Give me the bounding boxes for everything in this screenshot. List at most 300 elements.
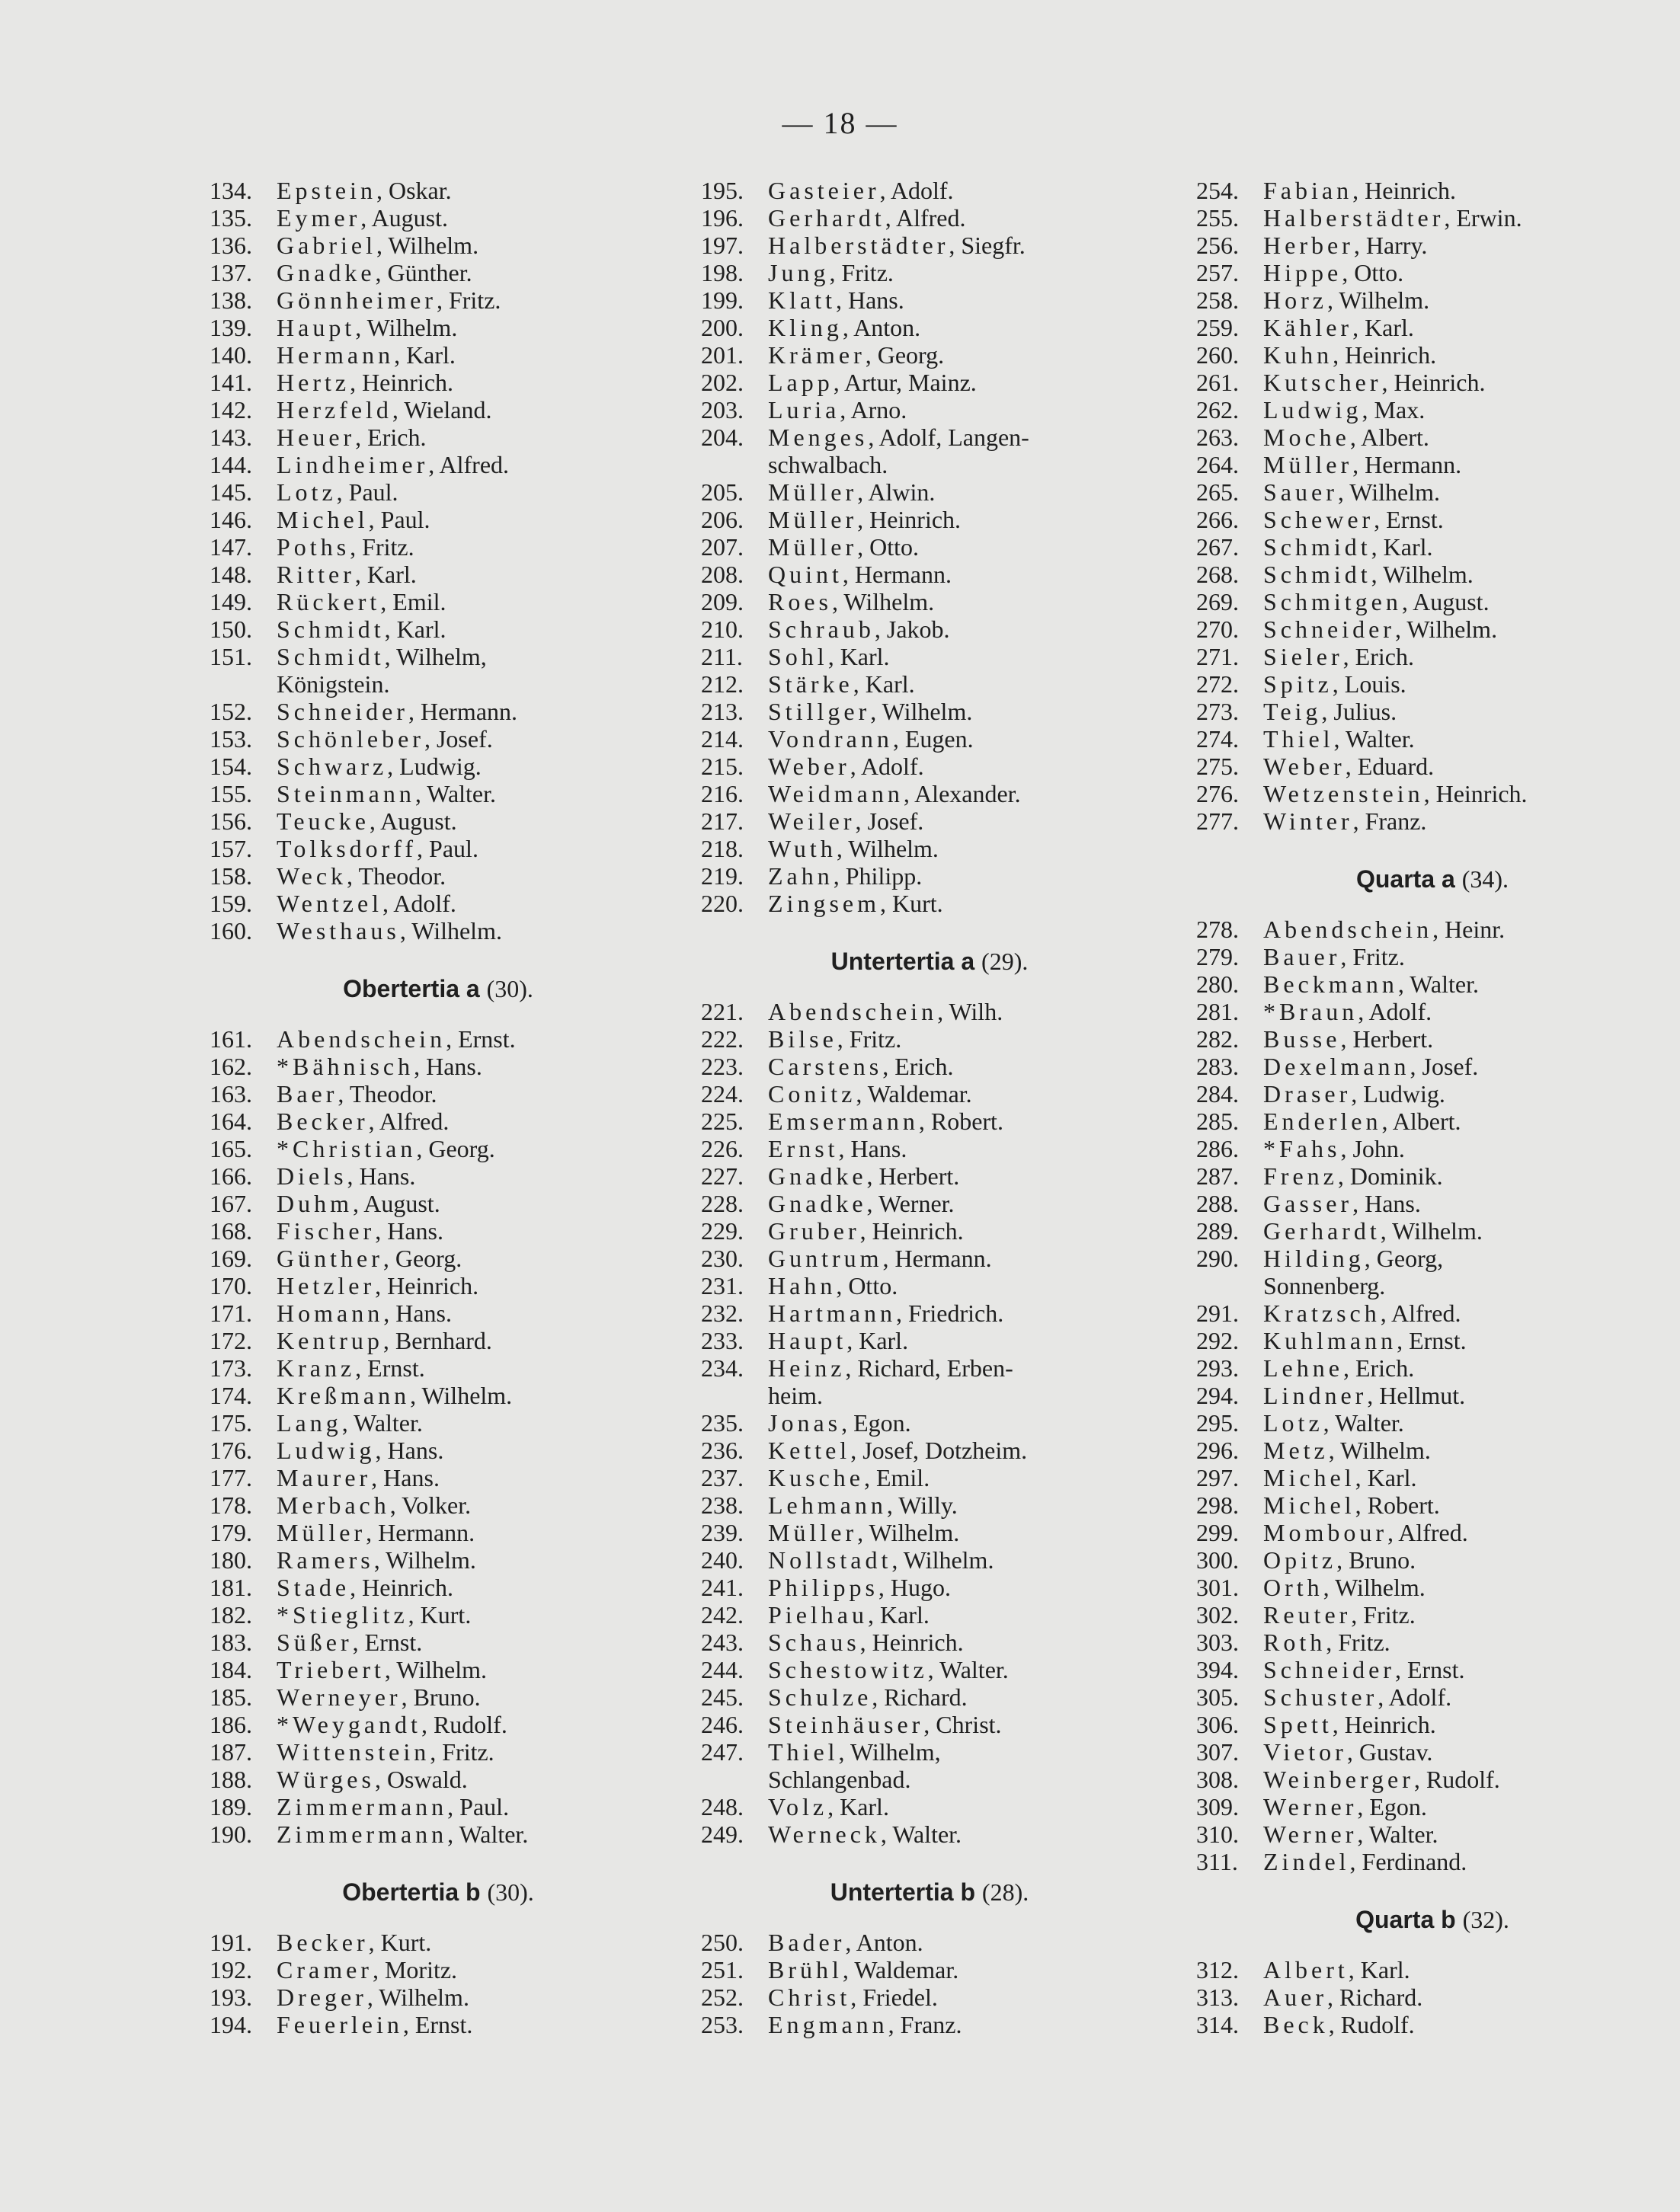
entry-surname: Frenz (1263, 1162, 1338, 1190)
student-entry (1196, 1382, 1669, 1409)
student-entry (1196, 1711, 1669, 1738)
entry-surname: Thiel (1263, 725, 1334, 753)
entry-name (277, 204, 667, 232)
entry-name (277, 1080, 667, 1108)
entry-number: 195. (701, 177, 744, 204)
entry-number: 269. (1196, 588, 1239, 615)
entry-number: 240. (701, 1546, 744, 1574)
student-entry (1196, 998, 1669, 1025)
entry-number: 141. (210, 369, 252, 396)
entry-surname: Mombour (1263, 1519, 1387, 1546)
class-heading-title: Obertertia b (342, 1878, 481, 1906)
entry-given-name: , Georg, (1364, 1245, 1444, 1272)
entry-given-name: , Alexander. (903, 780, 1021, 807)
entry-given-name: , Karl. (853, 670, 915, 698)
entry-surname: *Braun (1263, 998, 1358, 1025)
entry-name (768, 369, 1158, 396)
entry-surname: Schneider (1263, 1656, 1395, 1683)
entry-given-name: , Karl. (1352, 314, 1414, 341)
entry-name (768, 506, 1158, 533)
entry-number: 290. (1196, 1245, 1239, 1272)
student-entry (210, 1793, 667, 1820)
entry-given-name: , Wilhelm. (1337, 478, 1440, 506)
entry-number: 187. (210, 1738, 252, 1766)
entry-surname: Luria (768, 396, 840, 424)
entry-surname: Schmidt (1263, 561, 1371, 588)
entry-name (277, 506, 667, 533)
entry-name (1263, 970, 1669, 998)
entry-number: 189. (210, 1793, 252, 1820)
entry-name (768, 1491, 1158, 1519)
entry-given-name: , Eduard. (1345, 753, 1435, 780)
entry-name (1263, 1766, 1669, 1793)
entry-surname: Spett (1263, 1711, 1333, 1738)
entry-number: 245. (701, 1683, 744, 1711)
entry-number: 212. (701, 670, 744, 698)
entry-given-name: , Erich. (1342, 643, 1414, 670)
entry-surname: Werneyer (277, 1683, 402, 1711)
student-entry (210, 506, 667, 533)
entry-surname: Feuerlein (277, 2011, 403, 2038)
entry-given-name: , Heinrich. (1332, 1711, 1436, 1738)
entry-name (277, 369, 667, 396)
entry-given-name: , August. (369, 807, 457, 835)
student-entry (701, 780, 1158, 807)
entry-name (277, 1629, 667, 1656)
entry-name (768, 1820, 1158, 1848)
student-entry (1196, 1793, 1669, 1820)
student-entry (210, 1491, 667, 1519)
student-entry (210, 1080, 667, 1108)
entry-given-name: , Siegfr. (949, 232, 1026, 259)
entry-given-name: , Hans. (835, 286, 904, 314)
entry-name (1263, 1793, 1669, 1820)
entry-given-name: , Hermann. (842, 561, 952, 588)
class-heading-title: Untertertia a (830, 948, 975, 975)
student-entry (701, 1656, 1158, 1683)
entry-number: 166. (210, 1162, 252, 1190)
student-entry (701, 1162, 1158, 1190)
entry-number: 305. (1196, 1683, 1239, 1711)
entry-surname: Ludwig (1263, 396, 1362, 424)
entry-number: 183. (210, 1629, 252, 1656)
entry-name (277, 1382, 667, 1409)
entry-given-name: , Anton. (842, 314, 921, 341)
entry-name (1263, 1245, 1669, 1272)
entry-surname: Merbach (277, 1491, 390, 1519)
entry-name (1263, 1299, 1669, 1327)
entry-name (768, 1437, 1158, 1464)
entry-surname: Hetzler (277, 1272, 376, 1299)
entry-name (1263, 1409, 1669, 1437)
entry-number: 274. (1196, 725, 1239, 753)
entry-name (277, 451, 667, 478)
entry-number: 180. (210, 1546, 252, 1574)
entry-name (277, 1956, 667, 1983)
entry-surname: Lindner (1263, 1382, 1368, 1409)
entry-number: 197. (701, 232, 744, 259)
entry-name (768, 1053, 1158, 1080)
student-entry (210, 478, 667, 506)
entry-name (277, 286, 667, 314)
entry-given-name: , Hermann. (408, 698, 518, 725)
entry-number: 311. (1196, 1848, 1238, 1875)
entry-number: 268. (1196, 561, 1239, 588)
entry-number: 237. (701, 1464, 744, 1491)
entry-number: 154. (210, 753, 252, 780)
entry-surname: Herzfeld (277, 396, 392, 424)
entry-name (1263, 1629, 1669, 1656)
entry-surname: Günther (277, 1245, 383, 1272)
entry-surname: Rückert (277, 588, 381, 615)
entry-surname: Westhaus (277, 917, 400, 945)
entry-surname: Bilse (768, 1025, 837, 1053)
entry-number: 207. (701, 533, 744, 561)
entry-number: 200. (701, 314, 744, 341)
student-entry (701, 1327, 1158, 1354)
student-entry (701, 1299, 1158, 1327)
entry-number: 272. (1196, 670, 1239, 698)
entry-name (277, 478, 667, 506)
entry-given-name: , Ernst. (1374, 506, 1444, 533)
entry-surname: Zimmermann (277, 1820, 448, 1848)
entry-given-name: , Ernst. (1394, 1656, 1465, 1683)
student-entry (1196, 807, 1669, 835)
entry-surname: Zingsem (768, 890, 880, 917)
entry-name (768, 698, 1158, 725)
entry-name (277, 1162, 667, 1190)
entry-given-name: , Georg. (416, 1135, 495, 1162)
entry-name (768, 1190, 1158, 1217)
student-entry (1196, 916, 1669, 943)
student-entry (1196, 561, 1669, 588)
entry-surname: Kuhlmann (1263, 1327, 1397, 1354)
entry-surname: Conitz (768, 1080, 856, 1108)
entry-number: 271. (1196, 643, 1239, 670)
student-entry (701, 314, 1158, 341)
entry-name (768, 478, 1158, 506)
entry-number: 243. (701, 1629, 744, 1656)
student-entry (1196, 451, 1669, 478)
student-entry (701, 1217, 1158, 1245)
entry-surname: Gnadke (277, 259, 376, 286)
entry-name (277, 1546, 667, 1574)
entry-name (1263, 1053, 1669, 1080)
entry-given-name: , Wilhelm. (832, 588, 935, 615)
entry-given-name: , Erich. (355, 424, 427, 451)
entry-surname: Roes (768, 588, 832, 615)
entry-name (277, 1354, 667, 1382)
entry-name (277, 780, 667, 807)
entry-name (1263, 396, 1669, 424)
entry-given-name: , Paul. (447, 1793, 510, 1820)
entry-number: 287. (1196, 1162, 1239, 1190)
entry-name (1263, 1656, 1669, 1683)
entry-number: 285. (1196, 1108, 1239, 1135)
entry-name (277, 1711, 667, 1738)
entry-number: 158. (210, 862, 252, 890)
entry-number: 263. (1196, 424, 1239, 451)
entry-name (277, 1574, 667, 1601)
entry-given-name: , Wilhelm. (373, 1546, 476, 1574)
entry-surname: Lang (277, 1409, 342, 1437)
entry-number: 226. (701, 1135, 744, 1162)
entry-given-name: , Josef. (855, 807, 924, 835)
entry-number: 173. (210, 1354, 252, 1382)
entry-continuation: heim. (768, 1382, 823, 1409)
entry-given-name: , Karl. (354, 561, 417, 588)
entry-name (277, 1327, 667, 1354)
entry-number: 249. (701, 1820, 744, 1848)
student-entry (1196, 1629, 1669, 1656)
entry-surname: Steinmann (277, 780, 415, 807)
entry-surname: Süßer (277, 1629, 353, 1656)
entry-name (768, 725, 1158, 753)
entry-name (768, 1327, 1158, 1354)
student-entry (1196, 588, 1669, 615)
entry-surname: Lehmann (768, 1491, 887, 1519)
entry-given-name: , Rudolf. (421, 1711, 507, 1738)
student-entry (210, 1108, 667, 1135)
entry-surname: Sieler (1263, 643, 1343, 670)
entry-name (277, 1190, 667, 1217)
entry-name (768, 1354, 1158, 1382)
entry-number: 294. (1196, 1382, 1239, 1409)
entry-name (277, 232, 667, 259)
student-entry (210, 2011, 667, 2038)
entry-name (1263, 670, 1669, 698)
student-entry (701, 835, 1158, 862)
entry-name (277, 2011, 667, 2038)
entry-surname: Lapp (768, 369, 834, 396)
student-entry (701, 2011, 1158, 2038)
student-entry (210, 341, 667, 369)
student-entry (1196, 615, 1669, 643)
student-entry (210, 286, 667, 314)
entry-number: 314. (1196, 2011, 1239, 2038)
entry-surname: Abendschein (768, 998, 938, 1025)
entry-name (768, 1546, 1158, 1574)
entry-surname: Ernst (768, 1135, 839, 1162)
entry-surname: Opitz (1263, 1546, 1337, 1574)
entry-surname: Busse (1263, 1025, 1341, 1053)
entry-number: 140. (210, 341, 252, 369)
entry-given-name: , Ernst. (446, 1025, 516, 1053)
entry-number: 184. (210, 1656, 252, 1683)
entry-name (768, 1574, 1158, 1601)
entry-number: 217. (701, 807, 744, 835)
entry-surname: Volz (768, 1793, 828, 1820)
student-entry (1196, 1601, 1669, 1629)
student-entry (1196, 670, 1669, 698)
student-entry (210, 561, 667, 588)
entry-name (768, 1793, 1158, 1820)
student-entry (701, 1601, 1158, 1629)
entry-given-name: , Karl. (867, 1601, 930, 1629)
entry-given-name: , Bruno. (401, 1683, 481, 1711)
entry-surname: Weck (277, 862, 347, 890)
entry-given-name: , Wilhelm. (836, 835, 939, 862)
entry-given-name: , Adolf. (1358, 998, 1432, 1025)
entry-name (768, 1956, 1158, 1983)
entry-given-name: , Heinrich. (1333, 341, 1437, 369)
student-entry (210, 451, 667, 478)
entry-surname: Dexelmann (1263, 1053, 1410, 1080)
entry-surname: Wentzel (277, 890, 383, 917)
entry-surname: Schuster (1263, 1683, 1378, 1711)
entry-name (1263, 807, 1669, 835)
entry-given-name: , Rudolf. (1413, 1766, 1500, 1793)
entry-number: 227. (701, 1162, 744, 1190)
student-entry (701, 1464, 1158, 1491)
entry-number: 297. (1196, 1464, 1239, 1491)
entry-surname: Christ (768, 1983, 851, 2011)
student-entry (1196, 341, 1669, 369)
class-heading-count: (30). (486, 975, 533, 1002)
entry-surname: Wittenstein (277, 1738, 430, 1766)
entry-number: 136. (210, 232, 252, 259)
page-number: — 18 — (782, 106, 898, 140)
entry-number: 149. (210, 588, 252, 615)
entry-given-name: , Harry. (1353, 232, 1428, 259)
student-entry (210, 424, 667, 451)
entry-number: 138. (210, 286, 252, 314)
student-entry (210, 1766, 667, 1793)
entry-surname: Vietor (1263, 1738, 1347, 1766)
entry-surname: Pielhau (768, 1601, 868, 1629)
entry-number: 273. (1196, 698, 1239, 725)
entry-given-name: , Wilh. (937, 998, 1003, 1025)
entry-given-name: , Hans. (371, 1464, 440, 1491)
student-entry (701, 561, 1158, 588)
entry-given-name: , Adolf. (382, 890, 456, 917)
entry-surname: Roth (1263, 1629, 1326, 1656)
entry-given-name: , Karl. (384, 615, 446, 643)
class-heading-count: (32). (1462, 1906, 1509, 1933)
entry-name (768, 1601, 1158, 1629)
entry-name (277, 1272, 667, 1299)
entry-surname: Krämer (768, 341, 866, 369)
entry-number: 170. (210, 1272, 252, 1299)
entry-number: 185. (210, 1683, 252, 1711)
entry-surname: Abendschein (1263, 916, 1433, 943)
entry-number: 156. (210, 807, 252, 835)
entry-name (1263, 916, 1669, 943)
entry-surname: Kuhn (1263, 341, 1333, 369)
entry-name (768, 286, 1158, 314)
entry-surname: Dreger (277, 1983, 367, 2011)
entry-surname: Sauer (1263, 478, 1338, 506)
entry-number: 286. (1196, 1135, 1239, 1162)
entry-given-name: , Otto. (836, 1272, 898, 1299)
entry-name (1263, 1080, 1669, 1108)
entry-name (277, 533, 667, 561)
entry-surname: Ramers (277, 1546, 374, 1574)
entry-given-name: , Alwin. (857, 478, 936, 506)
entry-given-name: , Willy. (886, 1491, 958, 1519)
entry-name (277, 862, 667, 890)
student-entry (701, 890, 1158, 917)
entry-surname: Würges (277, 1766, 375, 1793)
entry-number: 302. (1196, 1601, 1239, 1629)
entry-number: 202. (701, 369, 744, 396)
class-heading (1196, 1906, 1669, 1933)
entry-surname: Kranz (277, 1354, 356, 1382)
entry-surname: Gönnheimer (277, 286, 437, 314)
entry-name (768, 1683, 1158, 1711)
entry-surname: Nollstadt (768, 1546, 892, 1574)
entry-surname: Haupt (768, 1327, 847, 1354)
entry-number: 310. (1196, 1820, 1239, 1848)
entry-number: 219. (701, 862, 744, 890)
entry-name (277, 1025, 667, 1053)
entry-given-name: , Albert. (1349, 424, 1429, 451)
entry-given-name: , Hans. (1352, 1190, 1421, 1217)
entry-surname: Ritter (277, 561, 355, 588)
entry-number: 175. (210, 1409, 252, 1437)
entry-name (768, 1080, 1158, 1108)
entry-number: 176. (210, 1437, 252, 1464)
entry-number: 172. (210, 1327, 252, 1354)
entry-given-name: , Paul. (368, 506, 430, 533)
entry-name (768, 1135, 1158, 1162)
entry-name (768, 1629, 1158, 1656)
entry-name (277, 725, 667, 753)
entry-name (277, 1601, 667, 1629)
entry-given-name: , Adolf. (879, 177, 954, 204)
entry-name (277, 561, 667, 588)
entry-number: 134. (210, 177, 252, 204)
entry-name (1263, 1025, 1669, 1053)
entry-given-name: , Georg. (382, 1245, 462, 1272)
student-entry (210, 259, 667, 286)
entry-number: 307. (1196, 1738, 1239, 1766)
entry-given-name: , Egon. (841, 1409, 911, 1437)
entry-given-name: , Artur, Mainz. (833, 369, 977, 396)
entry-number: 261. (1196, 369, 1239, 396)
entry-surname: Zimmermann (277, 1793, 448, 1820)
entry-given-name: , Heinrich. (859, 1217, 964, 1245)
entry-number: 159. (210, 890, 252, 917)
entry-surname: Klatt (768, 286, 836, 314)
entry-number: 284. (1196, 1080, 1239, 1108)
entry-number: 282. (1196, 1025, 1239, 1053)
student-entry (210, 588, 667, 615)
entry-surname: Becker (277, 1108, 369, 1135)
entry-surname: Diels (277, 1162, 347, 1190)
entry-surname: Kentrup (277, 1327, 383, 1354)
entry-name (1263, 943, 1669, 970)
student-entry (701, 533, 1158, 561)
entry-surname: Gruber (768, 1217, 860, 1245)
entry-given-name: , Hugo. (878, 1574, 952, 1601)
entry-name (277, 1053, 667, 1080)
student-entry (1196, 1983, 1669, 2011)
entry-surname: Teucke (277, 807, 370, 835)
entry-given-name: , Moritz. (372, 1956, 458, 1983)
entry-surname: Hermann (277, 341, 395, 369)
entry-given-name: , Ludwig. (1351, 1080, 1445, 1108)
entry-name (277, 1820, 667, 1848)
entry-number: 211. (701, 643, 743, 670)
entry-given-name: , Alfred. (885, 204, 966, 232)
entry-surname: Brühl (768, 1956, 843, 1983)
entry-given-name: , Josef. (424, 725, 493, 753)
entry-surname: Schmitgen (1263, 588, 1402, 615)
student-entry (1196, 478, 1669, 506)
entry-given-name: , Wilhelm. (410, 1382, 513, 1409)
entry-surname: Stärke (768, 670, 853, 698)
